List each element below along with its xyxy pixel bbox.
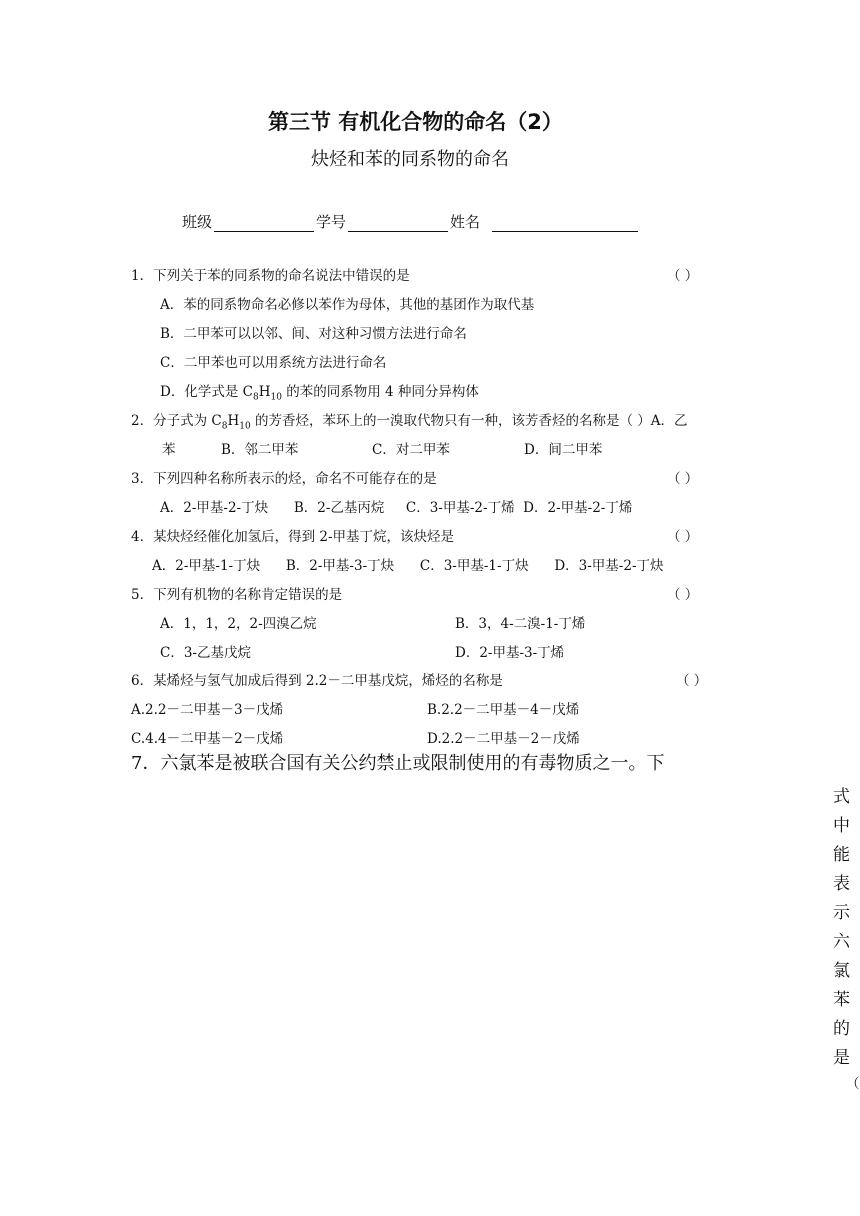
- q4-stem: 4．某炔烃经催化加氢后，得到 2-甲基丁烷，该炔烃是: [131, 529, 455, 545]
- q1-stem: 1．下列关于苯的同系物的命名说法中错误的是: [131, 268, 410, 284]
- q5-stem: 5．下列有机物的名称肯定错误的是: [131, 587, 343, 603]
- name-label: 姓名: [450, 213, 481, 231]
- student-info-line: [182, 211, 640, 232]
- class-blank[interactable]: [214, 215, 314, 232]
- q7-vertical-char: 式: [833, 787, 850, 807]
- q7-vertical-char: 是: [833, 1048, 850, 1068]
- q7-answer-paren[interactable]: （: [846, 1076, 860, 1092]
- q6-option-c: C.4.4－二甲基－2－戊烯: [131, 731, 284, 747]
- q1-option-b: B．二甲苯可以以邻、间、对这种习惯方法进行命名: [160, 326, 467, 342]
- student-id-label: 学号: [316, 213, 347, 231]
- q2-option-d: D．间二甲苯: [524, 442, 603, 458]
- q6-option-a: A.2.2－二甲基－3－戊烯: [131, 702, 284, 718]
- q7-vertical-char: 的: [833, 1019, 850, 1039]
- name-blank[interactable]: [492, 215, 638, 232]
- q6-answer-paren[interactable]: （ ）: [676, 673, 708, 689]
- q4-options: A．2-甲基-1-丁炔 B．2-甲基-3-丁炔 C．3-甲基-1-丁炔 D．3-甲基-2-丁炔: [152, 558, 664, 574]
- q5-option-b: B．3，4-二溴-1-丁烯: [455, 616, 586, 632]
- q6-option-b: B.2.2－二甲基－4－戊烯: [427, 702, 580, 718]
- student-id-blank[interactable]: [348, 215, 448, 232]
- q1-option-d: D．化学式是 $C_8H_{10}$ 的苯的同系物用 4 种同分异构体: [160, 384, 479, 403]
- q3-answer-paren[interactable]: （ ）: [667, 471, 699, 487]
- q7-vertical-char: 氯: [833, 961, 850, 981]
- q7-vertical-char: 六: [833, 932, 850, 952]
- q7-stem: 7．六氯苯是被联合国有关公约禁止或限制使用的有毒物质之一。下: [131, 753, 665, 774]
- page-title: 第三节 有机化合物的命名（2）: [268, 110, 563, 134]
- q5-option-a: A．1，1，2，2-四溴乙烷: [160, 616, 317, 632]
- q2-option-b: B．邻二甲苯: [221, 442, 299, 458]
- q7-vertical-char: 示: [833, 903, 850, 923]
- q2-option-a-cont: 苯: [162, 442, 176, 458]
- page-subtitle: 炔烃和苯的同系物的命名: [311, 149, 509, 170]
- q1-option-c: C．二甲苯也可以用系统方法进行命名: [160, 355, 387, 371]
- q1-answer-paren[interactable]: （ ）: [667, 268, 699, 284]
- q7-vertical-char: 中: [833, 816, 850, 836]
- q7-vertical-char: 能: [833, 845, 850, 865]
- q5-answer-paren[interactable]: （ ）: [667, 587, 699, 603]
- q7-vertical-char: 苯: [833, 990, 850, 1010]
- q3-stem: 3．下列四种名称所表示的烃，命名不可能存在的是: [131, 471, 437, 487]
- q2-stem: 2．分子式为 $C_8H_{10}$ 的芳香烃，苯环上的一溴取代物只有一种，该芳香烃的名称是（ ）A．乙: [131, 413, 688, 432]
- q5-option-d: D．2-甲基-3-丁烯: [455, 645, 565, 661]
- q6-option-d: D.2.2－二甲基－2－戊烯: [427, 731, 580, 747]
- q3-options: A．2-甲基-2-丁炔 B．2-乙基丙烷 C．3-甲基-2-丁烯 D．2-甲基-2-丁烯: [160, 500, 633, 516]
- q1-option-a: A．苯的同系物命名必修以苯作为母体，其他的基团作为取代基: [160, 297, 535, 313]
- q2-option-c: C．对二甲苯: [372, 442, 450, 458]
- class-label: 班级: [182, 213, 213, 231]
- q5-option-c: C．3-乙基戊烷: [160, 645, 251, 661]
- q6-stem: 6．某烯烃与氢气加成后得到 2.2－二甲基戊烷，烯烃的名称是: [131, 673, 503, 689]
- q7-vertical-char: 表: [833, 874, 850, 894]
- q4-answer-paren[interactable]: （ ）: [667, 529, 699, 545]
